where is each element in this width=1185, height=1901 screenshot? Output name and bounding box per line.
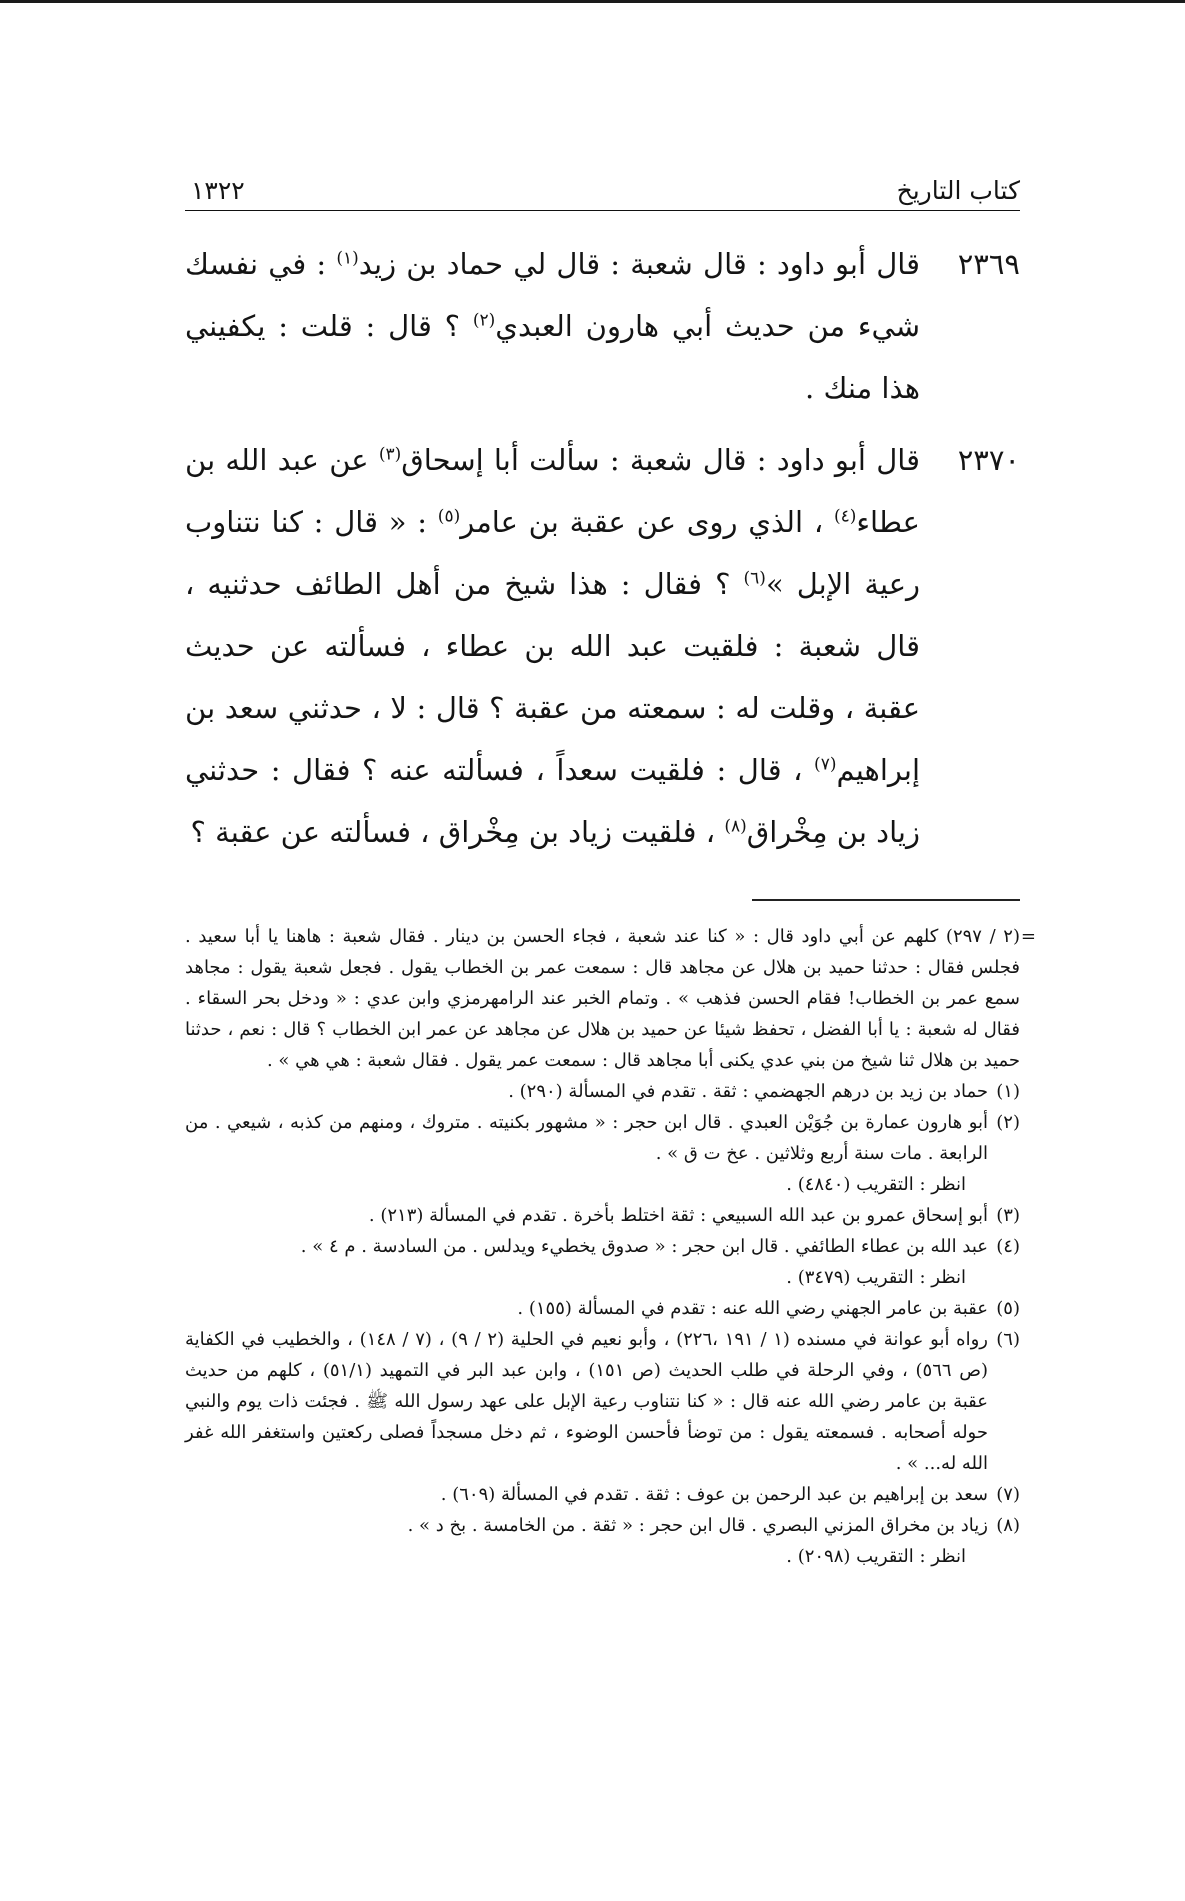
scan-top-edge xyxy=(0,0,1185,3)
text-run: ؟ قال : قلت : يكفيني هذا منك . xyxy=(185,309,920,405)
footnotes xyxy=(185,921,1036,1572)
footnote-1 xyxy=(185,1076,1020,1107)
footnote-5 xyxy=(185,1293,1020,1324)
footnote-6 xyxy=(185,1324,1020,1479)
footnote-3 xyxy=(185,1200,1020,1231)
footnote-reference: انظر : التقريب (٤٨٤٠) . xyxy=(786,1173,966,1195)
footnote-text: أبو إسحاق عمرو بن عبد الله السبيعي : ثقة اختلط بأخرة . تقدم في المسألة (٢١٣) . xyxy=(368,1204,988,1226)
footnote-ref: (١) xyxy=(336,248,359,269)
entry-number: ٢٣٧٠ xyxy=(957,443,1020,477)
footnote-text: زياد بن مخراق المزني البصري . قال ابن حجر : « ثقة . من الخامسة . بخ د » . xyxy=(407,1514,988,1536)
footnote-label: (٣) xyxy=(996,1204,1020,1226)
footnote-label: (٥) xyxy=(996,1297,1020,1319)
book-page xyxy=(185,170,1036,1572)
footnote-text: عبد الله بن عطاء الطائفي . قال ابن حجر : « صدوق يخطيء ويدلس . من السادسة . م ٤ » . xyxy=(300,1235,988,1257)
footnote-text: رواه أبو عوانة في مسنده (١ / ١٩١ ،٢٢٦) ، وأبو نعيم في الحلية (٢ / ٩) ، (٧ / ١٤٨) ، والخطيب في الكفاية (ص ٥٦٦) ، وفي الرحلة في طلب الحديث (ص ١٥١) ، وابن عبد البر في التمهيد (٥١/١) ، كلهم من حديث عقبة بن عامر رضي الله عنه قال : « كنا نتناوب رعية الإبل على عهد رسول الله ﷺ . فجئت ذات يوم والنبي حوله أصحابه . فسمعته يقول : من توضأ فأحسن الوضوء ، ثم دخل مسجداً فصلى ركعتين واستغفر الله غفر الله له... » . xyxy=(185,1328,988,1474)
footnote-ref: (٧) xyxy=(814,754,837,775)
text-run: ، الذي روى عن عقبة بن عامر xyxy=(460,505,834,539)
continuation-mark: = xyxy=(1020,925,1036,947)
entry-text xyxy=(185,233,920,419)
footnote-text: حماد بن زيد بن درهم الجهضمي : ثقة . تقدم في المسألة (٢٩٠) . xyxy=(508,1080,988,1102)
page-number: ١٣٢٢ xyxy=(191,176,245,205)
footnote-reference: انظر : التقريب (٢٠٩٨) . xyxy=(786,1545,966,1567)
footnote-ref: (٨) xyxy=(724,816,747,837)
entry-number: ٢٣٦٩ xyxy=(957,247,1020,281)
footnote-text: سعد بن إبراهيم بن عبد الرحمن بن عوف : ثقة . تقدم في المسألة (٦٠٩) . xyxy=(440,1483,988,1505)
footnote-ref: (٣) xyxy=(378,444,402,465)
footnote-text: عقبة بن عامر الجهني رضي الله عنه : تقدم في المسألة (١٥٥) . xyxy=(517,1297,988,1319)
text-run: ، فلقيت زياد بن مِخْراق ، فسألته عن عقبة ؟ xyxy=(190,815,725,849)
text-run: عن عبد الله بن عطاء xyxy=(185,443,920,539)
footnote-text: (٢ / ٢٩٧) كلهم عن أبي داود قال : « كنا عند شعبة ، فجاء الحسن بن دينار . فقال شعبة : هاهنا يا أبا سعيد . فجلس فقال : حدثنا حميد بن هلال عن مجاهد قال : سمعت عمر بن الخطاب يقول . فجعل شعبة يقول : مجاهد سمع عمر بن الخطاب! فقام الحسن فذهب » . وتمام الخبر عند الرامهرمزي وابن عدي : « ودخل بحر السقاء . فقال له شعبة : يا أبا الفضل ، تحفظ شيئا عن حميد بن هلال عن مجاهد عن عمر ابن الخطاب ؟ قال : نعم ، حدثنا حميد بن هلال ثنا شيخ من بني عدي يكنى أبا مجاهد قال : سمعت عمر يقول . فقال شعبة : هي هي » . xyxy=(185,925,1020,1071)
text-run: قال أبو داود : قال شعبة : سألت أبا إسحاق xyxy=(401,443,920,477)
footnote-2 xyxy=(185,1107,1020,1200)
text-run: : « قال : كنا نتناوب رعية الإبل » xyxy=(185,505,920,601)
footnote-label: (٢) xyxy=(996,1111,1020,1133)
footnote-text: أبو هارون عمارة بن جُوَيْن العبدي . قال ابن حجر : « مشهور بكنيته . متروك ، ومنهم من كذبه ، شيعي . من الرابعة . مات سنة أربع وثلاثين . عخ ت ق » . xyxy=(185,1111,989,1164)
text-run: ؟ فقال : هذا شيخ من أهل الطائف حدثنيه ، قال شعبة : فلقيت عبد الله بن عطاء ، فسألته عن حديث عقبة ، وقلت له : سمعته من عقبة ؟ قال : لا ، حدثني سعد بن إبراهيم xyxy=(185,567,920,787)
footnote-label: (١) xyxy=(996,1080,1020,1102)
footnote-continuation xyxy=(185,921,1036,1076)
book-title: كتاب التاريخ xyxy=(896,176,1020,205)
entry-2369 xyxy=(185,233,1020,419)
footnote-ref: (٢) xyxy=(472,310,496,331)
footnote-label: (٧) xyxy=(996,1483,1020,1505)
text-run: : في نفسك شيء من حديث أبي هارون العبدي xyxy=(185,247,920,343)
footnote-ref: (٥) xyxy=(437,506,461,527)
footnote-reference: انظر : التقريب (٣٤٧٩) . xyxy=(786,1266,966,1288)
footnote-4 xyxy=(185,1231,1020,1293)
footnote-label: (٨) xyxy=(996,1514,1020,1536)
text-run: ، قال : فلقيت سعداً ، فسألته عنه ؟ فقال : حدثني زياد بن مِخْراق xyxy=(185,753,920,849)
footnote-7 xyxy=(185,1479,1020,1510)
entry-2370 xyxy=(185,429,1020,863)
text-run: قال أبو داود : قال شعبة : قال لي حماد بن زيد xyxy=(358,247,920,281)
footnote-label: (٤) xyxy=(996,1235,1020,1257)
footnote-separator xyxy=(752,899,1020,901)
footnote-ref: (٦) xyxy=(743,568,766,589)
footnote-ref: (٤) xyxy=(833,506,857,527)
running-header xyxy=(185,170,1020,211)
footnote-label: (٦) xyxy=(996,1328,1020,1350)
entry-text xyxy=(185,429,920,863)
footnote-8 xyxy=(185,1510,1020,1572)
